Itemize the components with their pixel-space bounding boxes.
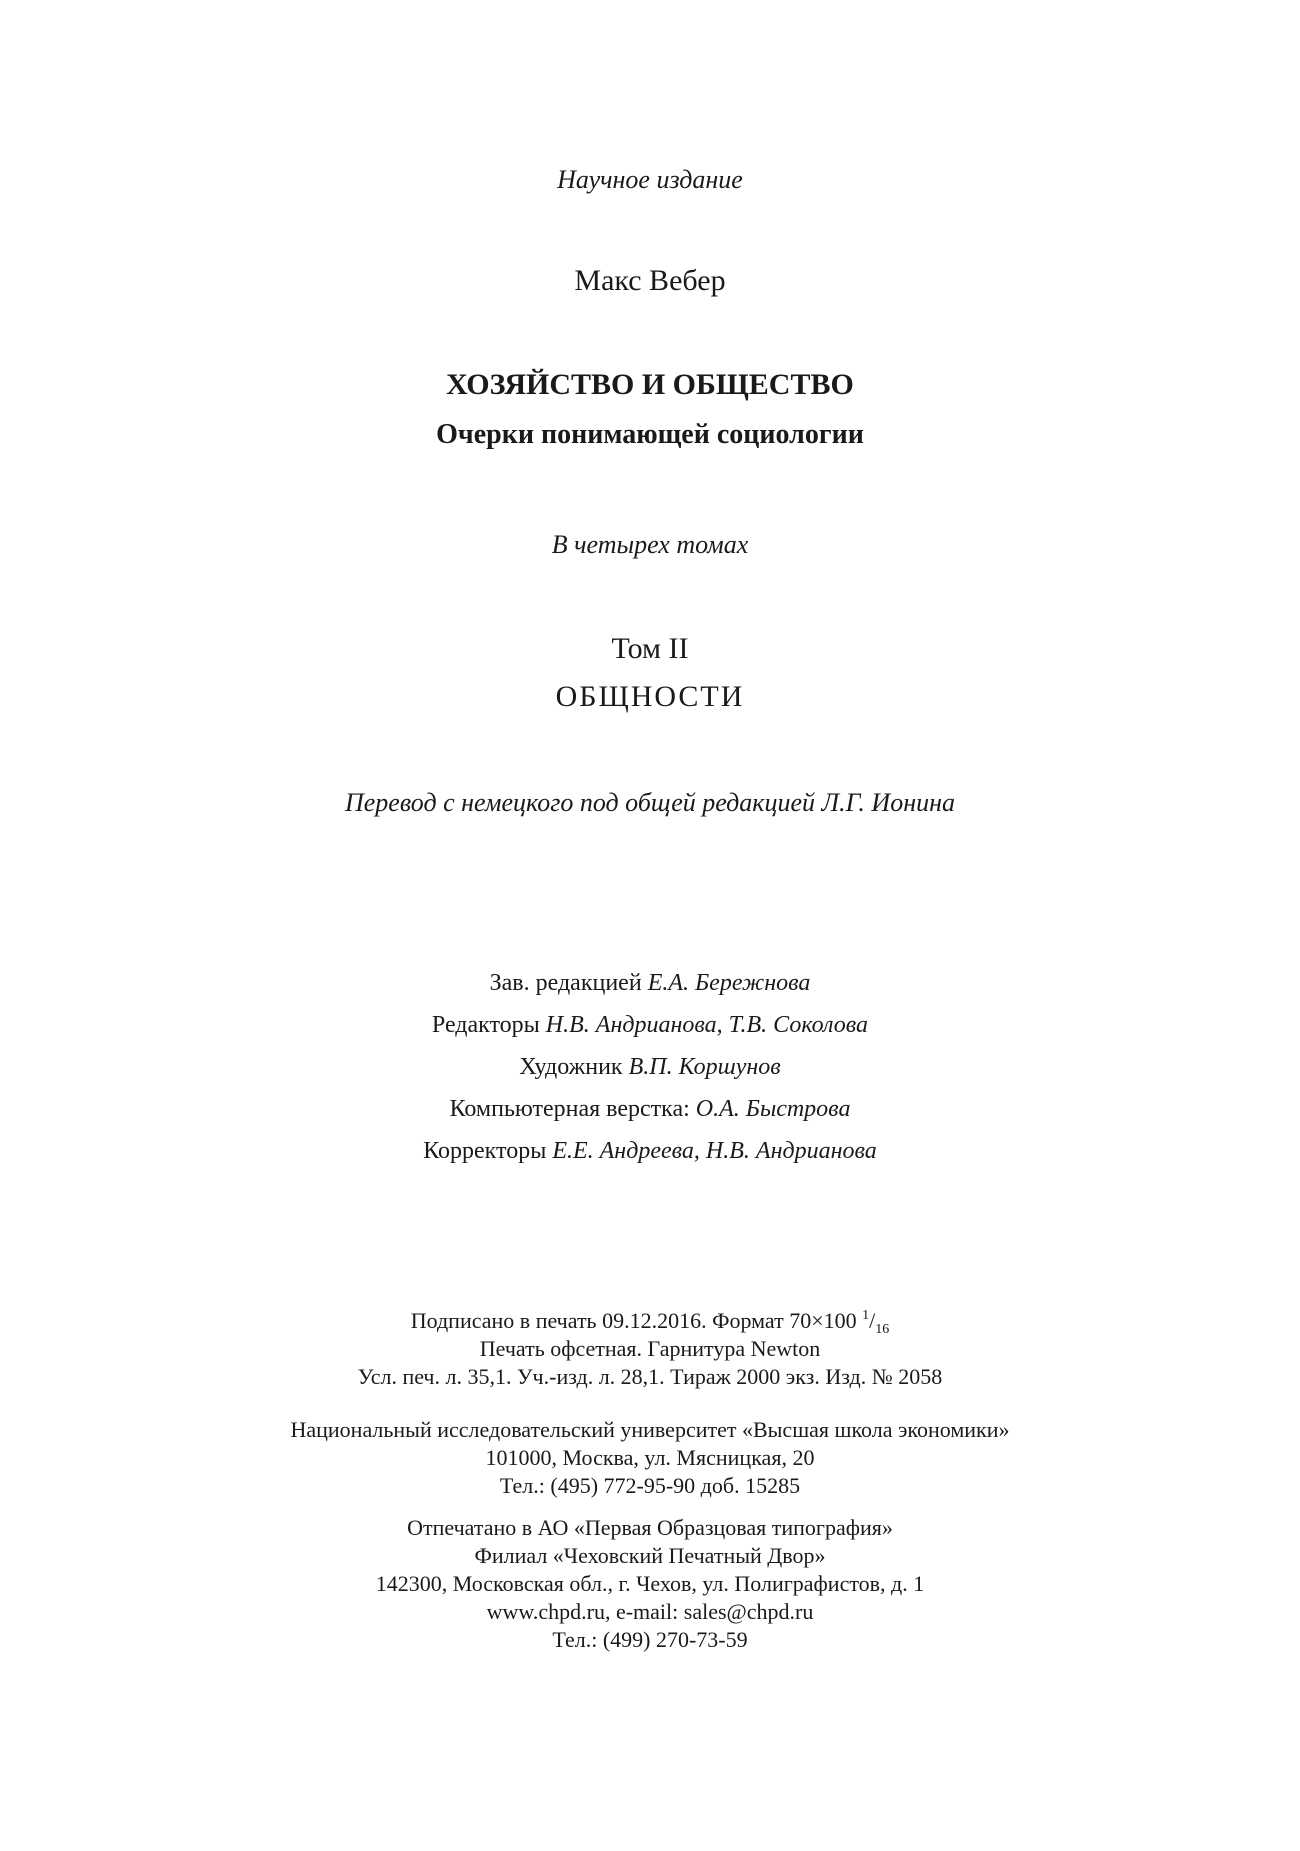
- credit-names: В.П. Коршунов: [628, 1054, 781, 1080]
- publisher-address: 101000, Москва, ул. Мясницкая, 20: [485, 1445, 815, 1470]
- book-subtitle: Очерки понимающей социологии: [436, 419, 864, 450]
- print-signed-line: [0, 1308, 1300, 1337]
- format-fraction-num: 1: [862, 1308, 870, 1323]
- author: Макс Вебер: [574, 264, 726, 297]
- credit-role: Компьютерная верстка:: [449, 1096, 690, 1122]
- credit-line: [0, 1096, 1300, 1123]
- publisher-phone: Тел.: (495) 772-95-90 доб. 15285: [499, 1473, 801, 1498]
- credit-names: О.А. Быстрова: [695, 1096, 851, 1122]
- printer-web: www.chpd.ru, e-mail: sales@chpd.ru: [486, 1599, 814, 1624]
- publisher-name: Национальный исследовательский университет «Высшая школа экономики»: [290, 1417, 1010, 1442]
- credit-line: [0, 1054, 1300, 1081]
- print-paper: Печать офсетная. Гарнитура Newton: [479, 1336, 821, 1361]
- print-volume: Усл. печ. л. 35,1. Уч.-изд. л. 28,1. Тираж 2000 экз. Изд. № 2058: [357, 1364, 943, 1389]
- printer-name: Отпечатано в АО «Первая Образцовая типография»: [407, 1515, 893, 1540]
- translation-note: Перевод с немецкого под общей редакцией Л.Г. Ионина: [344, 788, 955, 817]
- edition-type: Научное издание: [557, 165, 743, 194]
- book-title: ХОЗЯЙСТВО И ОБЩЕСТВО: [446, 368, 854, 401]
- credit-role: Редакторы: [431, 1012, 540, 1038]
- printer-phone: Тел.: (499) 270-73-59: [552, 1627, 748, 1652]
- credit-line: [0, 970, 1300, 997]
- credit-names: Е.А. Бережнова: [647, 970, 811, 996]
- volume-title: ОБЩНОСТИ: [555, 680, 745, 713]
- printer-address: 142300, Московская обл., г. Чехов, ул. Полиграфистов, д. 1: [375, 1571, 925, 1596]
- credit-role: Художник: [519, 1054, 623, 1080]
- format-fraction-sep: /: [869, 1308, 876, 1333]
- print-signed: Подписано в печать 09.12.2016. Формат 70×100: [410, 1308, 857, 1333]
- format-fraction: [862, 1308, 890, 1337]
- credit-role: Корректоры: [423, 1138, 547, 1164]
- format-fraction-den: 16: [875, 1322, 890, 1337]
- credit-line: [0, 1138, 1300, 1165]
- credit-role: Зав. редакцией: [489, 970, 642, 996]
- volume-number: Том II: [611, 632, 689, 665]
- credit-names: Е.Е. Андреева, Н.В. Андрианова: [552, 1138, 877, 1164]
- volumes-note: В четырех томах: [551, 530, 749, 559]
- credit-names: Н.В. Андрианова, Т.В. Соколова: [545, 1012, 869, 1038]
- printer-branch: Филиал «Чеховский Печатный Двор»: [474, 1543, 826, 1568]
- credit-line: [0, 1012, 1300, 1039]
